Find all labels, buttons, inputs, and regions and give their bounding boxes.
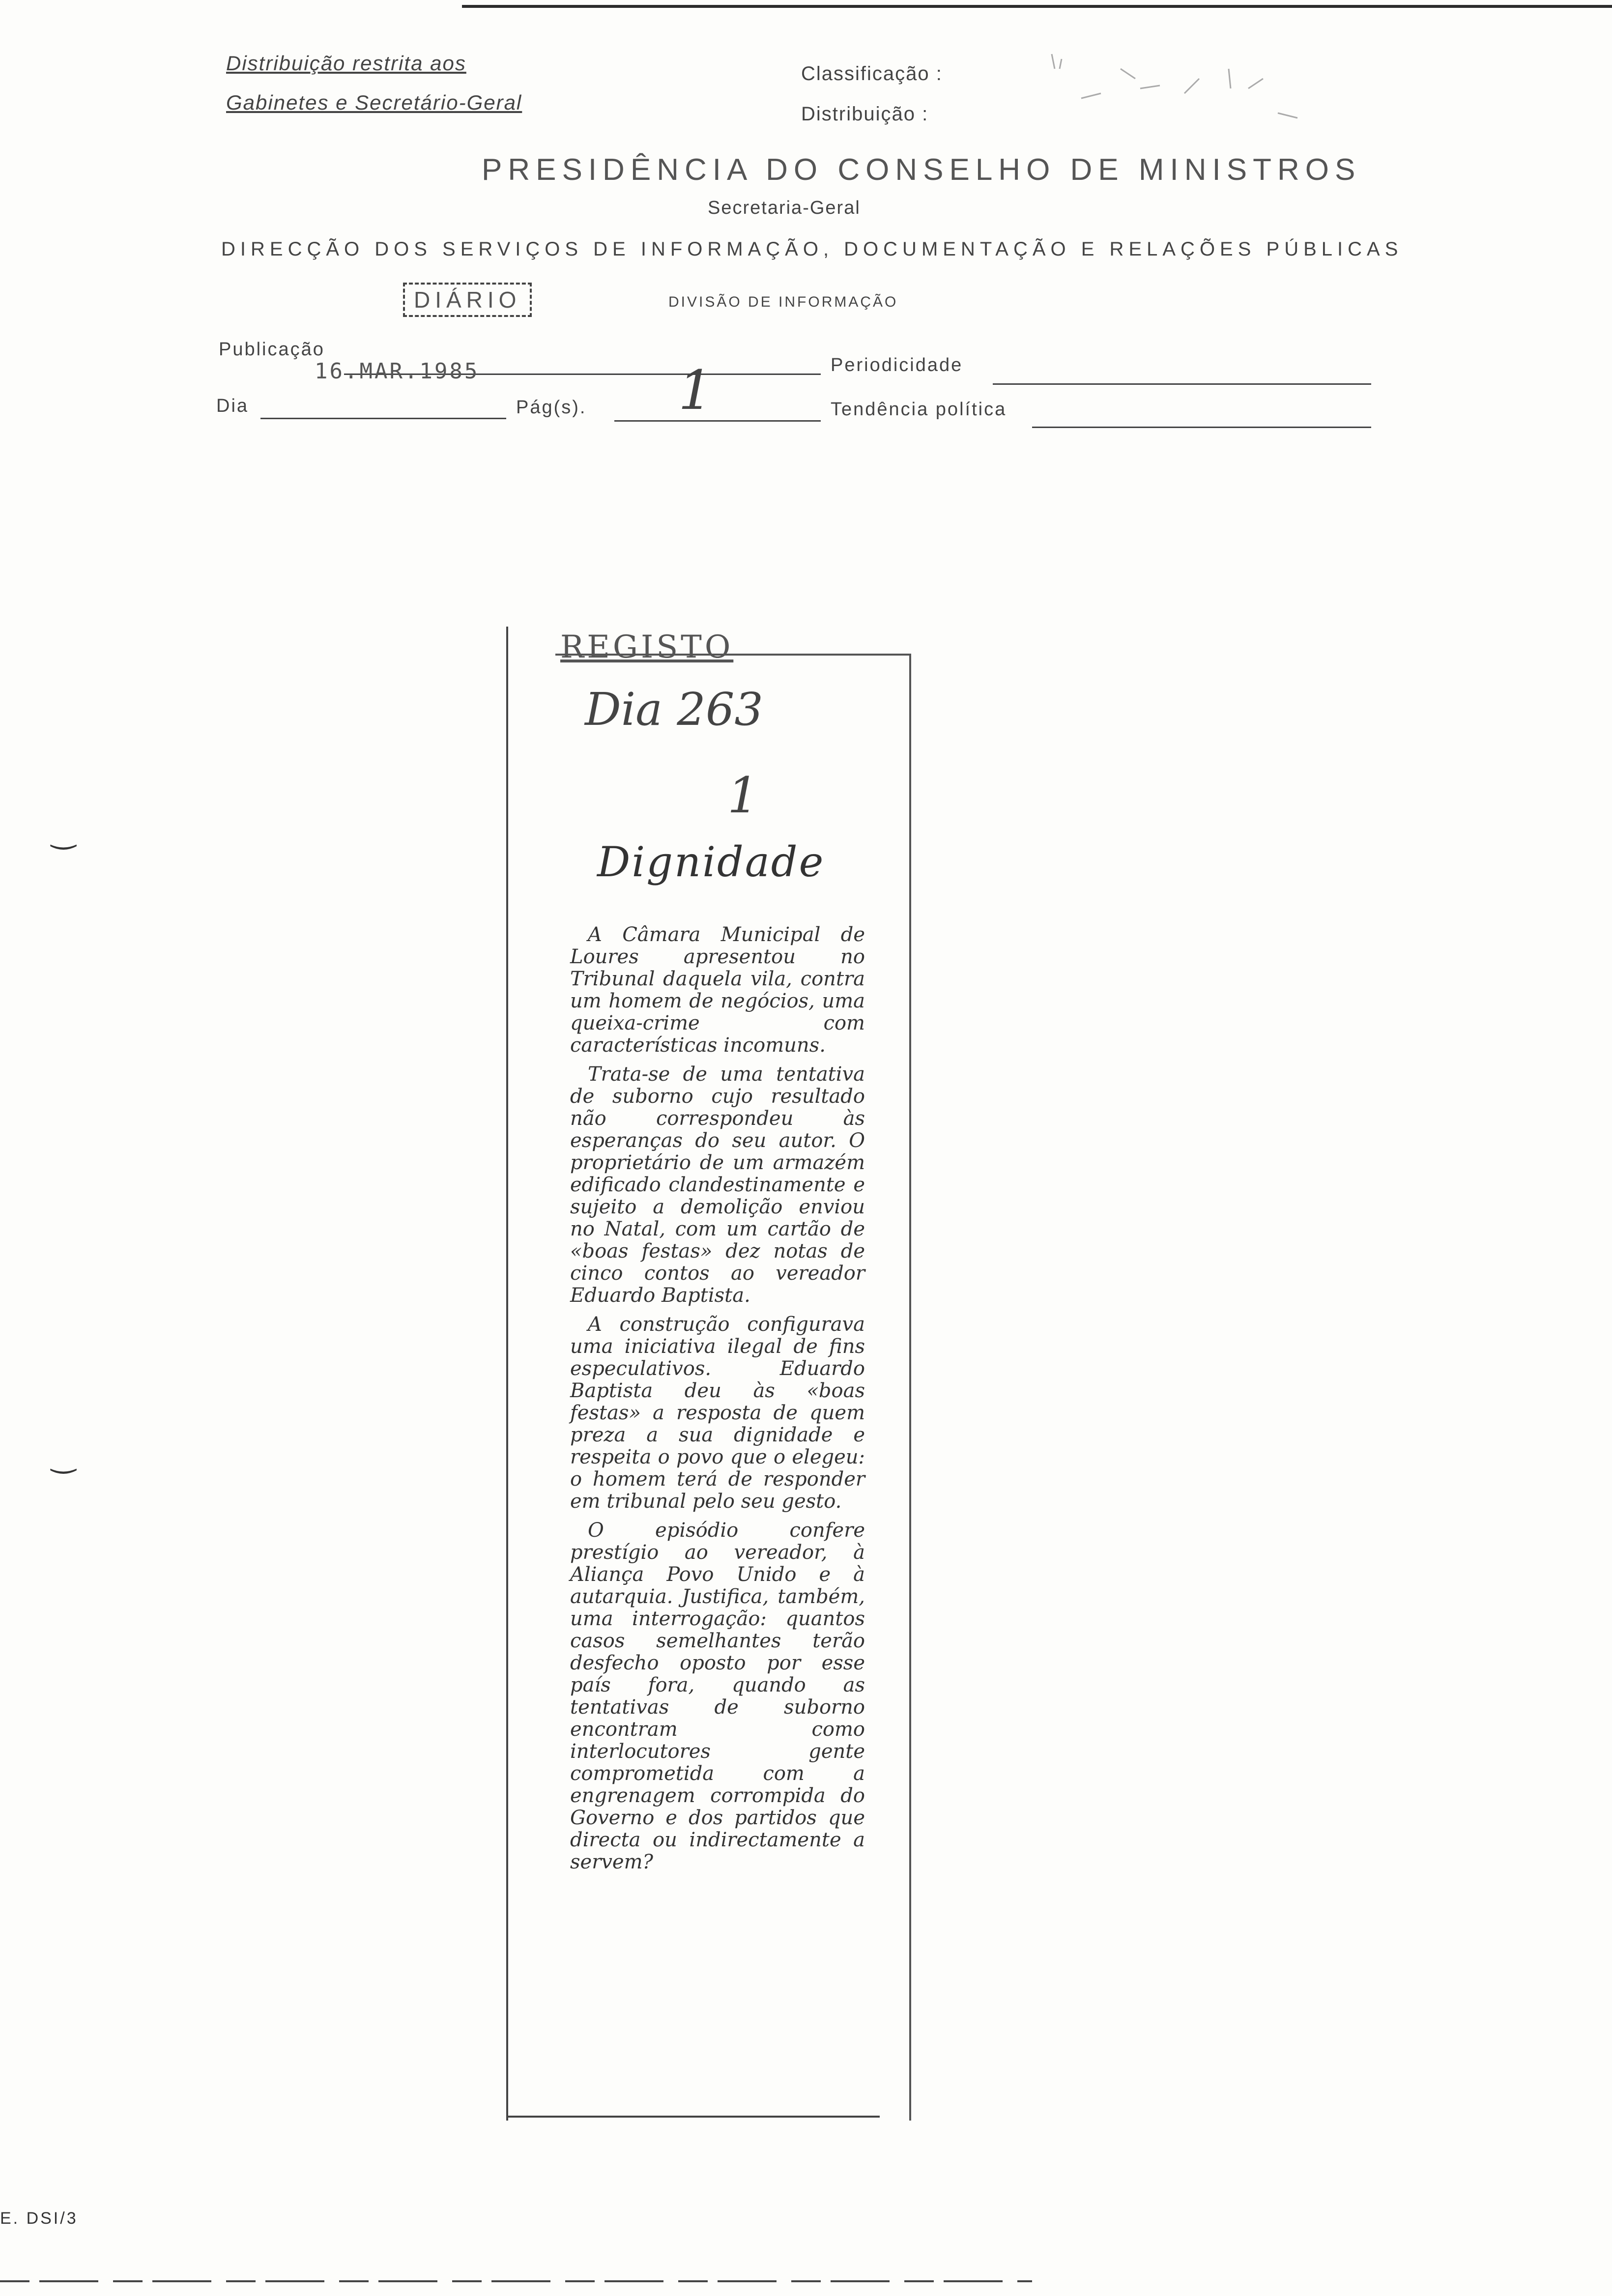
day-label: Dia xyxy=(216,396,249,416)
top-border-line xyxy=(462,5,1612,8)
article-body xyxy=(570,924,865,1873)
clipping-border-bottom xyxy=(506,2116,880,2118)
punch-hole-mark: ‿ xyxy=(52,816,76,849)
document-subtitle: Secretaria-Geral xyxy=(708,198,861,218)
article-paragraph: Trata-se de uma tentativa de suborno cujo resultado não correspondeu às esperanças do seu autor. O proprietário de um armazém edificado clandestinamente e sujeito a demolição enviou no Natal, com um cartão de «boas festas» dez notas de cinco contos ao vereador Eduardo Baptista. xyxy=(570,1063,865,1307)
directorate-line: DIRECÇÃO DOS SERVIÇOS DE INFORMAÇÃO, DOCUMENTAÇÃO E RELAÇÕES PÚBLICAS xyxy=(221,238,1403,260)
publication-stamp: DIÁRIO xyxy=(403,283,532,317)
article-headline: Dignidade xyxy=(597,838,825,886)
division-label: DIVISÃO DE INFORMAÇÃO xyxy=(668,294,898,310)
day-underline xyxy=(260,418,506,419)
article-paragraph: O episódio confere prestígio ao vereador, à Aliança Povo Unido e à autarquia. Justifica, também, uma interrogação: quantos casos semelhantes terão desfecho oposto por esse país fora, quando as tentativas de suborno encontram como interlocutores gente comprometida com a engrenagem corrompida do Governo e dos partidos que directa ou indirectamente a servem? xyxy=(570,1519,865,1873)
date-stamp: 16.MAR.1985 xyxy=(315,359,480,384)
bottom-border-line xyxy=(0,2280,1032,2282)
clipping-border-right xyxy=(909,654,911,2121)
form-code: E. DSI/3 xyxy=(0,2209,78,2228)
distribution-restriction-line1: Distribuição restrita aos xyxy=(226,52,466,75)
publication-label: Publicação xyxy=(219,339,325,360)
political-tendency-underline xyxy=(1032,427,1371,428)
distribution-label: Distribuição : xyxy=(801,103,929,125)
article-paragraph: A Câmara Municipal de Loures apresentou no Tribunal daquela vila, contra um homem de negócios, uma queixa-crime com características incomuns. xyxy=(570,923,865,1057)
periodicity-label: Periodicidade xyxy=(831,355,963,375)
registo-stamp: REGISTO xyxy=(560,629,734,665)
article-paragraph: A construção configurava uma iniciativa ilegal de fins especulativos. Eduardo Baptista deu às «boas festas» a resposta de quem preza a sua dignidade e respeita o povo que o elegeu: o homem terá de responder em tribunal pelo seu gesto. xyxy=(570,1313,865,1513)
political-tendency-label: Tendência política xyxy=(831,399,1007,420)
pages-label: Pág(s). xyxy=(516,397,587,418)
periodicity-underline xyxy=(993,383,1371,385)
distribution-restriction-line2: Gabinetes e Secretário-Geral xyxy=(226,91,522,114)
pages-underline xyxy=(614,420,821,422)
faint-stamp-marks xyxy=(1022,39,1317,138)
pages-value: 1 xyxy=(678,359,713,422)
clipping-border-left xyxy=(506,627,508,2121)
document-title: PRESIDÊNCIA DO CONSELHO DE MINISTROS xyxy=(482,153,1361,187)
clipping-page-mark: 1 xyxy=(727,767,759,824)
classification-label: Classificação : xyxy=(801,63,943,85)
punch-hole-mark: ‿ xyxy=(52,1440,76,1473)
handwritten-note: Dia 263 xyxy=(585,683,763,736)
